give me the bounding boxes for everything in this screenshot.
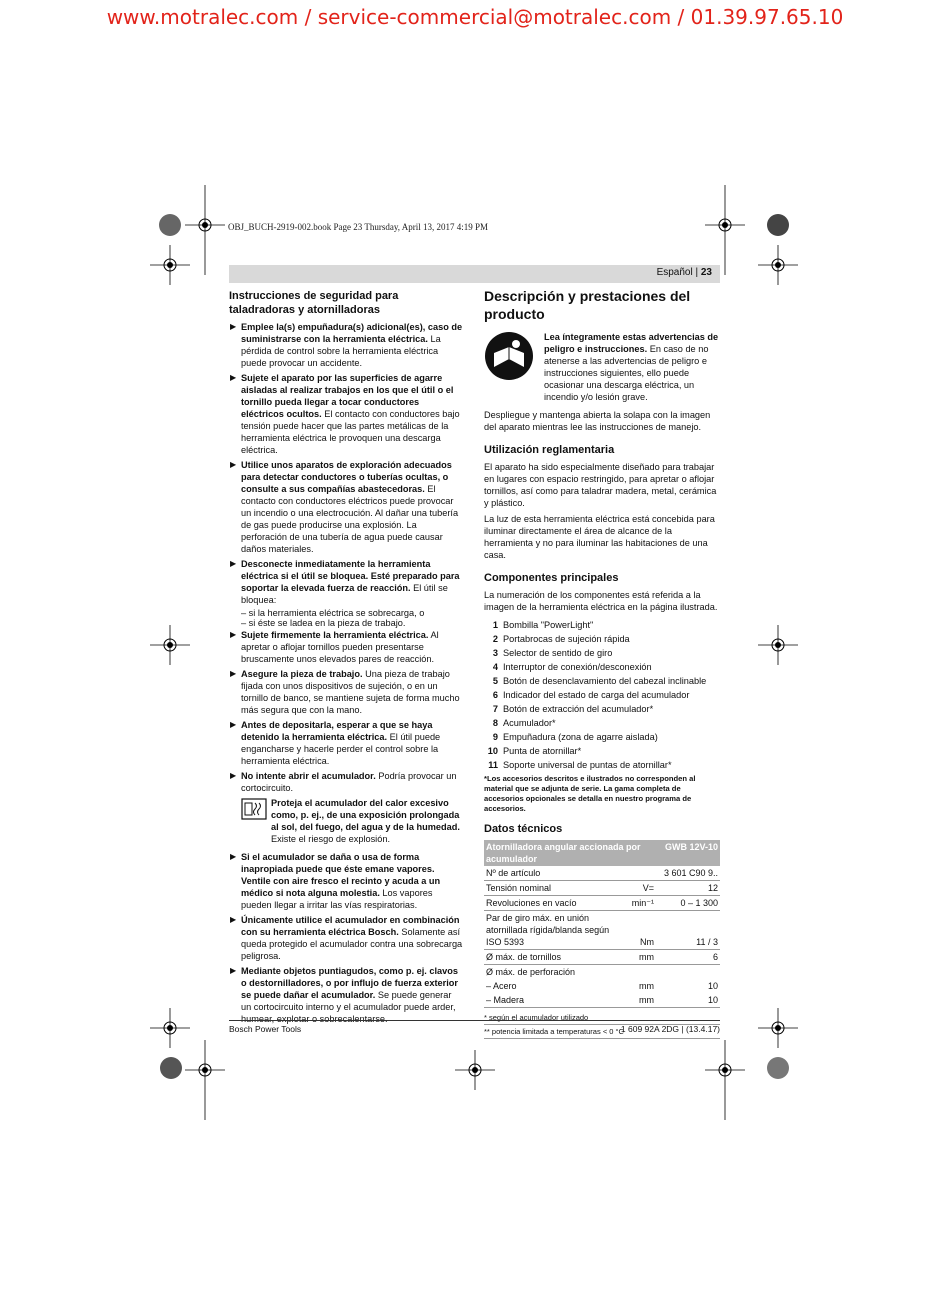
- table-row: [484, 911, 720, 950]
- crosshair-mark-left-middle: [150, 625, 190, 665]
- registration-mark-top-right: [755, 200, 805, 250]
- table-row: [484, 979, 720, 993]
- components-intro: La numeración de los componentes está referida a la imagen de la herramienta eléctrica en la página ilustrada.: [484, 590, 718, 612]
- component-number: 4: [492, 662, 498, 672]
- battery-warning-text: Existe el riesgo de explosión.: [271, 834, 390, 844]
- component-number: 7: [492, 704, 498, 714]
- bullet-sub-item: – si éste se ladea en la pieza de trabajo.: [241, 618, 406, 628]
- component-number: 2: [492, 634, 498, 644]
- table-row: [484, 965, 720, 980]
- table-note-1: * según el acumulador utilizado: [484, 1011, 720, 1025]
- component-number: 1: [492, 620, 498, 630]
- bullet-text: El contacto con conductores eléctricos puede provocar un incendio o una electrocución. Al dañar una tubería de gas puede producirse una explosión. La perforación de una tubería de agua puede causar daños materiales.: [241, 484, 459, 554]
- bullet-bold-text: Sujete el aparato por las superficies de agarre aisladas al realizar trabajos en los que el útil o el tornillo pueda llegar a tocar conductores eléctricos ocultos.: [241, 373, 454, 419]
- component-item: [484, 647, 720, 659]
- safety-bullet: [229, 719, 464, 767]
- bullet-text: Solamente así queda protegido el acumulador contra una sobrecarga peligrosa.: [241, 927, 463, 961]
- components-title: Componentes principales: [484, 572, 619, 584]
- component-item: [484, 633, 720, 645]
- component-item: [484, 703, 720, 715]
- bullet-bold-text: Desconecte inmediatamente la herramienta eléctrica si el útil se bloquea. Esté preparado para soportar la elevada fuerza de reacción.: [241, 559, 460, 593]
- component-label: Interruptor de conexión/desconexión: [503, 662, 652, 672]
- component-item: [484, 675, 720, 687]
- table-row: [484, 896, 720, 911]
- component-number: 3: [492, 648, 498, 658]
- component-item: [484, 717, 720, 729]
- safety-bullet: [229, 321, 464, 369]
- safety-bullet: [229, 558, 464, 606]
- warning-text: En caso de no atenerse a las advertencias de peligro e instrucciones siguientes, ello puede ocasionar una descarga eléctrica, un incendio y/o lesión grave.: [544, 344, 709, 402]
- safety-bullet: [229, 770, 464, 794]
- component-label: Botón de desenclavamiento del cabezal inclinable: [503, 676, 707, 686]
- crosshair-mark-top-right: [705, 185, 745, 275]
- table-cell-label: – Acero: [486, 981, 517, 991]
- bullet-arrow-icon: ▶: [230, 559, 237, 568]
- table-cell-value: 3 601 C90 9..: [656, 866, 720, 881]
- table-head-label: Atornilladora angular accionada por acumulador: [484, 840, 656, 866]
- table-cell-value: 10: [707, 981, 718, 991]
- battery-warning-bold: Proteja el acumulador del calor excesivo como, p. ej., de una exposición prolongada al sol, del fuego, del agua y de la humedad.: [271, 798, 460, 832]
- table-cell-value: 10: [656, 993, 720, 1008]
- bullet-arrow-icon: ▶: [230, 322, 237, 331]
- component-label: Empuñadura (zona de agarre aislada): [503, 732, 658, 742]
- safety-bullet: [229, 668, 464, 716]
- bullet-arrow-icon: ▶: [230, 915, 237, 924]
- safety-bullet: [229, 629, 464, 665]
- component-number: 9: [492, 732, 498, 742]
- table-cell-value: 0 – 1 300: [656, 896, 720, 911]
- table-row: [484, 993, 720, 1008]
- bullet-text: El útil puede engancharse y hacerle perder el control sobre la herramienta eléctrica.: [241, 732, 441, 766]
- component-label: Botón de extracción del acumulador*: [503, 704, 654, 714]
- page-header-label: Español | 23: [656, 267, 712, 278]
- intended-use-title: Utilización reglamentaria: [484, 444, 615, 456]
- component-label: Selector de sentido de giro: [503, 648, 613, 658]
- table-head-model: GWB 12V-10: [656, 840, 720, 866]
- crosshair-mark-right-upper: [758, 245, 798, 285]
- page-number: 23: [700, 267, 712, 278]
- table-row: [484, 866, 720, 881]
- table-cell-value: 11 / 3: [656, 911, 720, 950]
- component-item: [484, 619, 720, 631]
- bullet-bold-text: Únicamente utilice el acumulador en combinación con su herramienta eléctrica Bosch.: [241, 915, 460, 937]
- accessories-note: *Los accesorios descritos e ilustrados no corresponden al material que se adjunta de serie. La gama completa de accesorios opcionales se detalla en nuestro programa de accesorios.: [484, 774, 696, 813]
- bullet-text: La pérdida de control sobre la herramienta eléctrica puede provocar un accidente.: [241, 334, 441, 368]
- component-label: Acumulador*: [503, 718, 556, 728]
- table-cell-unit: V=: [624, 881, 656, 896]
- table-row: [484, 950, 720, 965]
- crosshair-mark-left-lower: [150, 1008, 190, 1048]
- table-note-2: ** potencia limitada a temperaturas < 0 °C: [484, 1025, 720, 1039]
- table-cell-label: Par de giro máx. en unión atornillada rígida/blanda según ISO 5393: [484, 911, 624, 950]
- bullet-bold-text: Si el acumulador se daña o usa de forma inapropiada puede que éste emane vapores. Ventile con aire fresco el recinto y acuda a un médico si nota alguna molestia.: [241, 852, 441, 898]
- bullet-text: Al apretar o aflojar tornillos pueden presentarse bruscamente unos elevados pares de reacción.: [241, 630, 439, 664]
- bullet-arrow-icon: ▶: [230, 720, 237, 729]
- crosshair-mark-right-lower: [758, 1008, 798, 1048]
- safety-bullet: [229, 459, 464, 555]
- table-cell-unit: mm: [624, 950, 656, 965]
- bullet-text: El contacto con conductores bajo tensión puede hacer que las partes metálicas de la herramienta eléctrica le provoquen una descarga eléctrica.: [241, 409, 460, 455]
- product-description-title: Descripción y prestaciones del producto: [484, 288, 691, 322]
- component-item: [484, 731, 720, 743]
- crosshair-mark-bottom-right: [705, 1040, 745, 1120]
- book-info-line: OBJ_BUCH-2919-002.book Page 23 Thursday, April 13, 2017 4:19 PM: [228, 222, 489, 232]
- crosshair-mark-bottom-center: [455, 1050, 495, 1090]
- battery-safety-bullet: [229, 851, 464, 911]
- footer-rule: [229, 1020, 720, 1021]
- bullet-bold-text: Mediante objetos puntiagudos, como p. ej. clavos o destornilladores, o por influjo de fuerza exterior se puede dañar el acumulador.: [241, 966, 458, 1000]
- table-cell-value: 6: [656, 950, 720, 965]
- table-cell-label: Tensión nominal: [484, 881, 624, 896]
- section-title: Instrucciones de seguridad para taladradoras y atornilladoras: [229, 290, 399, 316]
- table-cell-label: Ø máx. de tornillos: [484, 950, 624, 965]
- component-number: 5: [492, 676, 498, 686]
- table-cell-label: Ø máx. de perforación: [486, 967, 576, 977]
- battery-safety-bullet: [229, 914, 464, 962]
- battery-warning: [241, 797, 464, 845]
- component-number: 8: [492, 718, 498, 728]
- read-manual-icon: [484, 331, 534, 381]
- bullet-bold-text: Utilice unos aparatos de exploración adecuados para detectar conductores o tuberías ocultas, o consulte a sus compañías abastecedoras.: [241, 460, 452, 494]
- battery-safety-bullet: [229, 965, 464, 1025]
- component-number: 10: [487, 746, 498, 756]
- right-column: [484, 287, 720, 1039]
- table-cell-value: 12: [656, 881, 720, 896]
- table-cell-label: Nº de artículo: [484, 866, 624, 881]
- table-cell-label: – Madera: [484, 993, 624, 1008]
- language-label: Español: [656, 267, 693, 278]
- bullet-arrow-icon: ▶: [230, 373, 237, 382]
- bullet-arrow-icon: ▶: [230, 966, 237, 975]
- bullet-bold-text: Sujete firmemente la herramienta eléctrica.: [241, 630, 429, 640]
- crosshair-mark-right-middle: [758, 625, 798, 665]
- registration-mark-bottom-right: [755, 1053, 801, 1093]
- crosshair-mark-left-upper: [150, 245, 190, 285]
- component-label: Bombilla "PowerLight": [503, 620, 594, 630]
- table-cell-unit: mm: [624, 993, 656, 1008]
- bullet-text: Podría provocar un cortocircuito.: [241, 771, 457, 793]
- intended-use-paragraph-1: El aparato ha sido especialmente diseñado para trabajar en lugares con espacio restringido, para apretar o aflojar tornillos, así como para taladrar madera, metal, cerámica y plástico.: [484, 462, 717, 508]
- battery-heat-icon: [241, 797, 267, 821]
- bullet-text: Se puede generar un cortocircuito interno y el acumulador puede arder, humear, explotar o sobrecalentarse.: [241, 990, 456, 1024]
- component-label: Indicador del estado de carga del acumulador: [503, 690, 690, 700]
- bullet-bold-text: Antes de depositarla, esperar a que se haya detenido la herramienta eléctrica.: [241, 720, 433, 742]
- component-label: Punta de atornillar*: [503, 746, 582, 756]
- read-instructions-warning: [484, 331, 720, 403]
- page-header-bar: [229, 265, 720, 283]
- footer-doc-code: 1 609 92A 2DG | (13.4.17): [620, 1024, 720, 1034]
- bullet-bold-text: Asegure la pieza de trabajo.: [241, 669, 363, 679]
- intended-use-paragraph-2: La luz de esta herramienta eléctrica está concebida para iluminar directamente el área de alcance de la herramienta y no para iluminar las habitaciones de una casa.: [484, 514, 715, 560]
- bullet-text: Una pieza de trabajo fijada con unos dispositivos de sujeción, o en un tornillo de banco, se mantiene sujeta de forma mucho más segura que con la mano.: [241, 669, 460, 715]
- component-item: [484, 689, 720, 701]
- table-cell-unit: mm: [639, 981, 654, 991]
- bullet-bold-text: Emplee la(s) empuñadura(s) adicional(es), caso de suministrarse con la herramienta eléctrica.: [241, 322, 463, 344]
- footer-brand: Bosch Power Tools: [229, 1024, 302, 1034]
- component-item: [484, 745, 720, 757]
- bullet-text: Los vapores pueden llegar a irritar las vías respiratorias.: [241, 888, 433, 910]
- component-label: Portabrocas de sujeción rápida: [503, 634, 630, 644]
- components-list: [484, 619, 720, 771]
- bullet-arrow-icon: ▶: [230, 460, 237, 469]
- table-cell-label: Revoluciones en vacío: [484, 896, 624, 911]
- bullet-arrow-icon: ▶: [230, 771, 237, 780]
- crosshair-mark-top-left: [185, 185, 225, 275]
- bullet-sub-item: – si la herramienta eléctrica se sobrecarga, o: [241, 608, 425, 618]
- table-cell-unit: [624, 866, 656, 881]
- bullet-text: El útil se bloquea:: [241, 583, 448, 605]
- left-column: [229, 289, 464, 1028]
- intro-paragraph: Despliegue y mantenga abierta la solapa con la imagen del aparato mientras lee las instrucciones de manejo.: [484, 410, 711, 432]
- table-row: [484, 881, 720, 896]
- header-contact-url: www.motralec.com / service-commercial@motralec.com / 01.39.97.65.10: [106, 5, 844, 29]
- bullet-arrow-icon: ▶: [230, 630, 237, 639]
- bullet-arrow-icon: ▶: [230, 669, 237, 678]
- component-number: 11: [488, 760, 498, 770]
- crosshair-mark-bottom-left: [185, 1040, 225, 1120]
- bullet-arrow-icon: ▶: [230, 852, 237, 861]
- table-cell-unit: min⁻¹: [624, 896, 656, 911]
- component-item: [484, 661, 720, 673]
- table-cell-unit: Nm: [624, 911, 656, 950]
- safety-bullet: [229, 372, 464, 456]
- component-number: 6: [492, 690, 498, 700]
- technical-data-table: [484, 840, 720, 1008]
- bullet-bold-text: No intente abrir el acumulador.: [241, 771, 376, 781]
- technical-data-title: Datos técnicos: [484, 823, 563, 835]
- warning-bold: Lea íntegramente estas advertencias de peligro e instrucciones.: [544, 332, 719, 354]
- component-label: Soporte universal de puntas de atornillar*: [503, 760, 672, 770]
- component-item: [484, 759, 720, 771]
